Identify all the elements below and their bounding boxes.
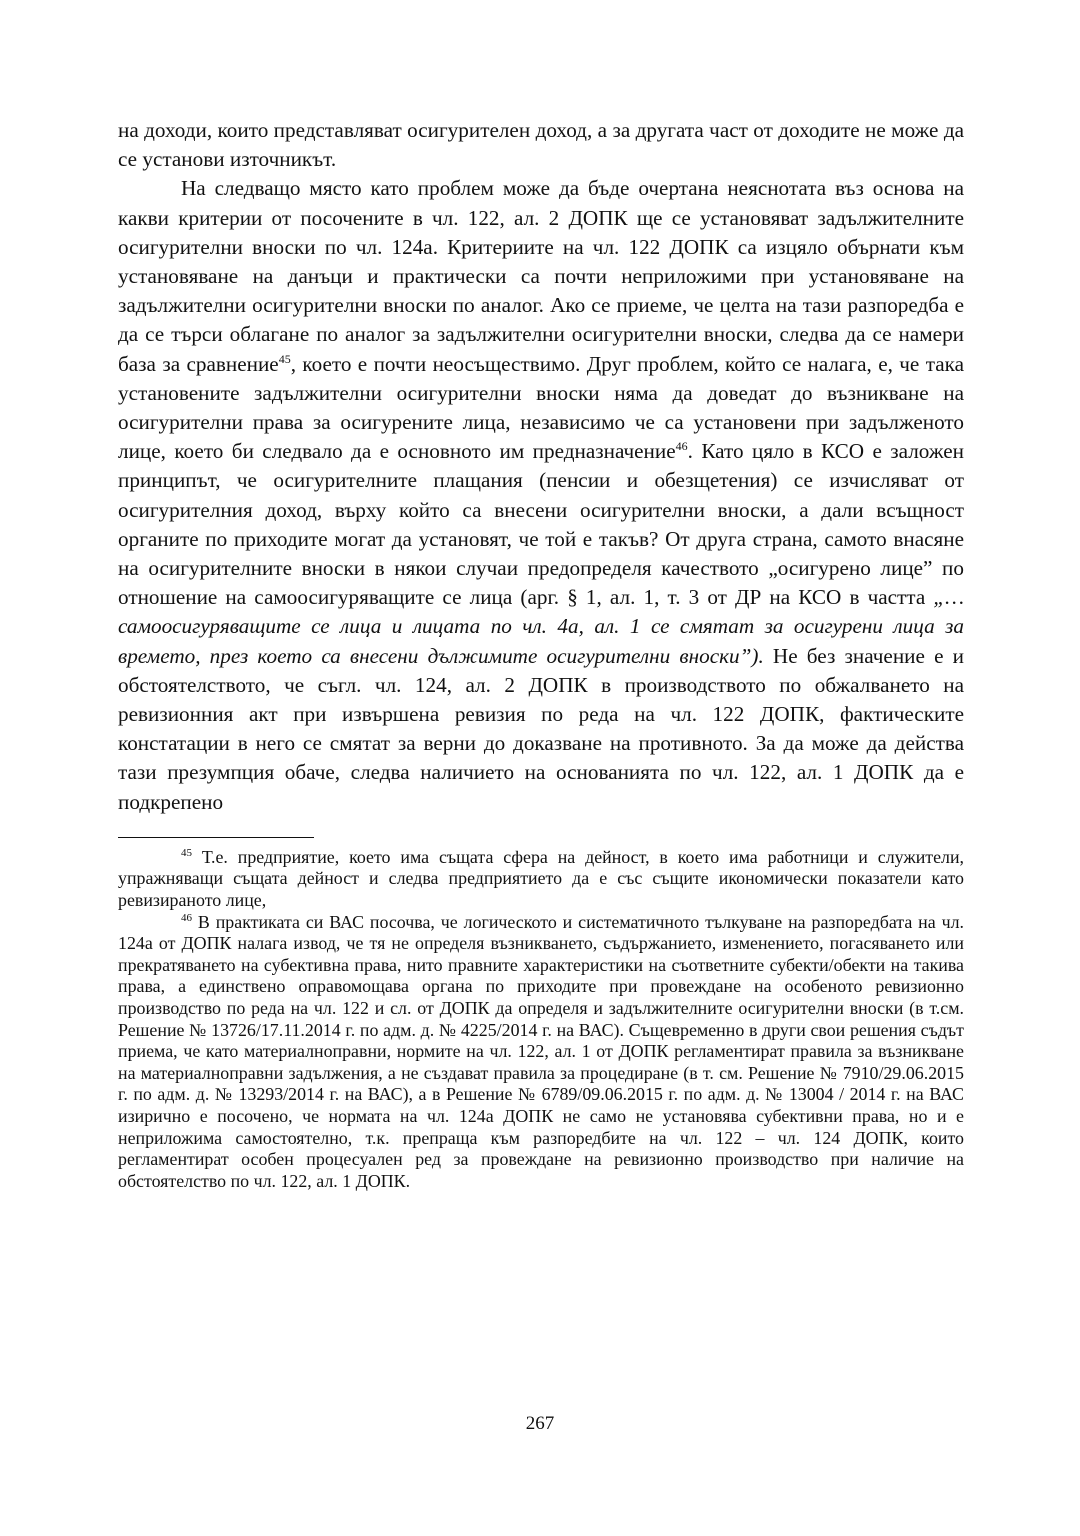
footnote-number: 45 [181, 846, 192, 859]
paragraph-continuation: на доходи, които представляват осигурителен доход, а за другата част от доходите не може да се установи източникът. [118, 118, 964, 172]
page-content [118, 116, 964, 1192]
footnote-text: Т.е. предприятие, което има същата сфера на дейност, в което има работници и служители, упражняващи същата дейност и следва предприятието да е със същите икономически показатели като ревизираното лице, [118, 846, 964, 911]
footnote-text: В практиката си ВАС посочва, че логическото и систематичното тълкуване на разпоредбата на чл. 124а от ДОПК налага извод, че тя не определя възникването, съдържанието, изменението, погасяването или прекратяването на субективна права, нито правните характеристики на съответните субекти/обекти на такива права, а единствено оправомощава органа по приходите при провеждане на особеното ревизионно производство по реда на чл. 122 и сл. от ДОПК да определя и задължителните осигурителни вноски (в т.см. Решение № 13726/17.11.2014 г. по адм. д. № 4225/2014 г. на ВАС). Същевременно в други свои решения съдът приема, че като материалноправни, нормите на чл. 122, ал. 1 от ДОПК регламентират правила за възникване на материалноправни задължения, а не създават правила за процедиране (в т. см. Решение № 7910/29.06.2015 г. по адм. д. № 13293/2014 г. на ВАС), а в Решение № 6789/09.06.2015 г. по адм. д. № 13004 / 2014 г. на ВАС изирично е посочено, че нормата на чл. 124а ДОПК не само не установява субективни права, но и е неприложима самостоятелно, т.к. препраща към разпоредбите на чл. 122 – чл. 124 ДОПК, които регламентират особен процесуален ред за провеждане на ревизионно производство при наличие на обстоятелство по чл. 122, ал. 1 ДОПК. [118, 911, 964, 1191]
footnote-46 [118, 912, 964, 1193]
paragraph-text-2: , което е почти неосъществимо. Друг проблем, който се налага, е, че така установените задължителни осигурителни вноски няма да доведат до възникване на осигурителни права за осигурените лица, независимо че са установени при задълженото лице, което би следвало да е основното им предназначение [118, 351, 964, 464]
footnote-ref-45[interactable]: 45 [278, 351, 291, 366]
footnote-45 [118, 847, 964, 912]
page-number: 267 [525, 1413, 555, 1434]
main-text [118, 116, 964, 817]
footnote-number: 46 [181, 911, 192, 924]
footnote-ref-46[interactable]: 46 [675, 439, 688, 454]
paragraph-text-4: Не без значение е и обстоятелството, че съгл. чл. 124, ал. 2 ДОПК в производството по обжалването на ревизионния акт при извършена ревизия по реда на чл. 122 ДОПК, фактическите констатации в него се смятат за верни до доказване на противното. За да може да действа тази презумпция обаче, следва наличието на основанията по чл. 122, ал. 1 ДОПК да е подкрепено [118, 643, 964, 814]
footnote-separator [118, 837, 314, 838]
paragraph-main [118, 174, 964, 816]
italic-quote: „…самоосигуряващите се лица и лицата по чл. 4а, ал. 1 се смятат за осигурени лица за времето, през което са внесени дължимите осигурителни вноски”). [118, 585, 964, 668]
paragraph-text-1: На следващо място като проблем може да бъде очертана неяснотата въз основа на какви критерии от посочените в чл. 122, ал. 2 ДОПК ще се установяват задължителните осигурителни вноски по чл. 124а. Критериите на чл. 122 ДОПК са изцяло обърнати към установяване на данъци и практически са почти неприложими при установяване на задължителни осигурителни вноски по аналог. Ако се приеме, че целта на тази разпоредба е да се търси облагане по аналог за задължителни осигурителни вноски, следва да се намери база за сравнение [118, 176, 964, 376]
paragraph-text-3: . Като цяло в КСО е заложен принципът, че осигурителните плащания (пенсии и обезщетения) се изчисляват от осигурителния доход, върху който са внесени осигурителни вноски, а дали всъщност органите по приходите могат да установят, че той е такъв? От друга страна, самото внасяне на осигурителните вноски в някои случаи предопределя качеството „осигурено лице” по отношение на самоосигуряващите се лица (арг. § 1, ал. 1, т. 3 от ДР на КСО в частта [118, 439, 964, 610]
footnotes [118, 847, 964, 1193]
